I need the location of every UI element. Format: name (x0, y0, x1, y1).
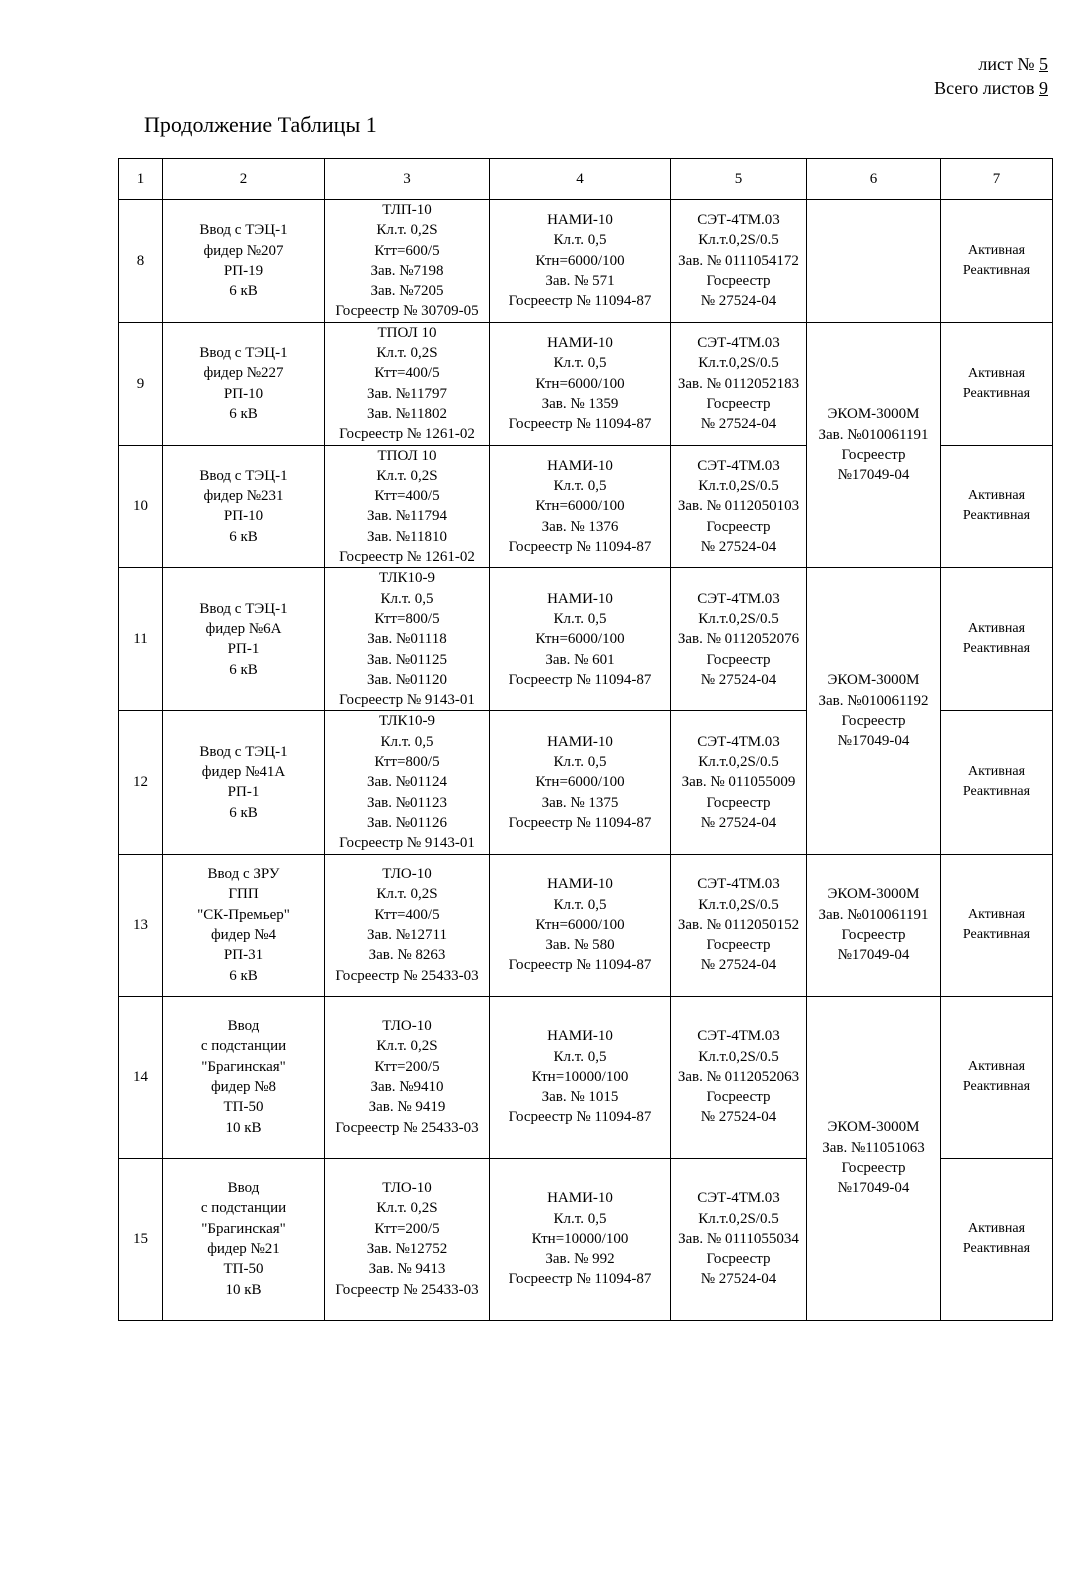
cell-line: Ктт=600/5 (374, 242, 440, 259)
cell-line: Зав. № 0112052076 (677, 631, 800, 648)
cell-voltage-transformer (490, 322, 671, 445)
cell-line: № 27524-04 (700, 814, 777, 831)
cell-line: Ктн=6000/100 (535, 375, 625, 392)
cell-line: Активная (967, 1221, 1026, 1236)
cell-line: Зав. №010061191 (818, 426, 929, 443)
cell-line: Зав. № 1359 (541, 395, 619, 412)
cell-voltage-transformer (490, 854, 671, 996)
cell-line: Кл.т.0,2S/0.5 (698, 896, 779, 913)
table-body (119, 200, 1053, 1321)
cell-line: Активная (967, 1059, 1026, 1074)
cell-line: №17049-04 (837, 947, 910, 964)
cell-line: Активная (967, 621, 1026, 637)
cell-line: 6 кВ (229, 283, 258, 300)
cell-energy-type (941, 711, 1053, 854)
cell-line: Зав. № 601 (545, 651, 615, 668)
cell-place (163, 1158, 325, 1320)
cell-line: ЭКОМ-3000М (827, 406, 920, 423)
cell-line: Зав. № 1375 (541, 794, 619, 811)
cell-line: Кл.т. 0,5 (553, 1048, 607, 1065)
cell-line: фидер №21 (207, 1241, 280, 1257)
cell-line: 6 кВ (229, 804, 258, 821)
cell-line: "Брагинская" (201, 1220, 286, 1237)
cell-line: Зав. №11802 (366, 405, 447, 422)
cell-line: Кл.т.0,2S/0.5 (698, 1048, 779, 1065)
cell-line: Ктн=6000/100 (535, 631, 625, 648)
cell-meter (671, 568, 807, 711)
cell-meter (671, 854, 807, 996)
cell-row-number: 8 (119, 200, 163, 323)
cell-place (163, 854, 325, 996)
cell-controller (807, 996, 941, 1320)
cell-line: Кл.т. 0,2S (376, 1200, 438, 1217)
cell-line: "Брагинская" (201, 1058, 286, 1075)
cell-line: Ктт=800/5 (374, 754, 440, 771)
cell-current-transformer (325, 445, 490, 568)
sheet-total: 9 (1039, 78, 1048, 98)
sheet-info (934, 52, 1048, 100)
cell-voltage-transformer (490, 711, 671, 854)
column-header: 4 (490, 159, 671, 200)
cell-line: Ктн=6000/100 (535, 916, 625, 933)
cell-line: ЭКОМ-3000М (827, 1119, 920, 1136)
cell-line: Реактивная (962, 262, 1031, 278)
cell-line: НАМИ-10 (547, 733, 613, 750)
cell-line: Ввод с ТЭЦ-1 (199, 743, 288, 760)
cell-line: Зав. № 0111055034 (678, 1230, 799, 1247)
cell-place (163, 200, 325, 323)
cell-line: Госреестр № 11094-87 (508, 538, 652, 555)
cell-controller (807, 854, 941, 996)
cell-line: фидер №231 (203, 488, 284, 505)
cell-line: СЭТ-4ТМ.03 (697, 733, 780, 750)
cell-line: Ктн=6000/100 (535, 498, 625, 515)
cell-line: Зав. №010061191 (818, 906, 929, 923)
cell-line: 6 кВ (229, 405, 258, 422)
cell-line: фидер №227 (203, 365, 284, 382)
cell-line: ЭКОМ-3000М (827, 886, 920, 903)
cell-line: с подстанции (200, 1038, 287, 1055)
cell-line: Зав. №11051063 (822, 1139, 925, 1156)
cell-row-number: 12 (119, 711, 163, 854)
cell-current-transformer (325, 1158, 490, 1320)
cell-line: Зав. № 011055009 (681, 774, 796, 791)
cell-line: № 27524-04 (700, 1271, 777, 1288)
cell-line: Зав. № 992 (545, 1251, 615, 1268)
cell-place (163, 711, 325, 854)
cell-line: НАМИ-10 (547, 876, 613, 893)
cell-line: Ктн=6000/100 (535, 252, 625, 269)
cell-line: Ктт=400/5 (374, 365, 440, 382)
cell-meter (671, 200, 807, 323)
cell-place (163, 568, 325, 711)
cell-line: Зав. №9410 (370, 1079, 444, 1095)
cell-energy-type (941, 200, 1053, 323)
cell-energy-type (941, 854, 1053, 996)
cell-line: Ввод (227, 1018, 260, 1035)
table-row (119, 854, 1053, 996)
cell-line: Зав. №010061192 (818, 692, 929, 709)
cell-line: Госреестр № 30709-05 (335, 303, 479, 320)
cell-line: ТЛО-10 (382, 866, 432, 883)
cell-line: фидер №4 (210, 927, 277, 943)
cell-line: Активная (967, 365, 1026, 381)
cell-line: Реактивная (962, 385, 1031, 401)
cell-line: Госреестр (706, 651, 771, 668)
cell-line: Ктт=200/5 (374, 1220, 440, 1237)
cell-line: Зав. № 571 (545, 273, 615, 290)
cell-place (163, 996, 325, 1158)
cell-line: СЭТ-4ТМ.03 (697, 590, 780, 607)
cell-line: Кл.т. 0,2S (376, 467, 438, 484)
cell-line: Ввод с ЗРУ (207, 866, 280, 883)
cell-line: 6 кВ (229, 528, 258, 545)
cell-current-transformer (325, 711, 490, 854)
sheet-number: 5 (1039, 54, 1048, 74)
cell-line: Кл.т. 0,5 (380, 733, 434, 750)
cell-line: НАМИ-10 (547, 1190, 613, 1207)
cell-line: Госреестр № 25433-03 (335, 1119, 479, 1136)
cell-line: Зав. № 9413 (368, 1261, 446, 1278)
cell-line: ТПОЛ 10 (377, 324, 437, 341)
cell-line: Зав. №12711 (366, 927, 447, 943)
cell-line: № 27524-04 (700, 538, 777, 555)
cell-line: СЭТ-4ТМ.03 (697, 457, 780, 474)
cell-line: РП-19 (223, 262, 264, 279)
cell-line: фидер №8 (210, 1079, 277, 1095)
cell-line: Ввод с ТЭЦ-1 (199, 600, 288, 617)
cell-line: Активная (967, 488, 1026, 504)
cell-line: Кл.т. 0,2S (376, 1038, 438, 1055)
cell-line: Кл.т.0,2S/0.5 (698, 610, 779, 627)
cell-line: Реактивная (962, 1079, 1031, 1094)
cell-current-transformer (325, 200, 490, 323)
cell-controller (807, 568, 941, 854)
cell-line: СЭТ-4ТМ.03 (697, 876, 780, 893)
table-row (119, 996, 1053, 1158)
cell-line: Кл.т.0,2S/0.5 (698, 1210, 779, 1227)
column-header: 1 (119, 159, 163, 200)
cell-line: Ктт=400/5 (374, 906, 440, 923)
table-caption: Продолжение Таблицы 1 (144, 112, 377, 137)
cell-meter (671, 445, 807, 568)
cell-line: Зав. №01126 (366, 814, 447, 831)
cell-line: Зав. №01118 (367, 631, 447, 648)
cell-meter (671, 711, 807, 854)
cell-line: РП-1 (227, 641, 260, 658)
cell-line: СЭТ-4ТМ.03 (697, 1028, 780, 1045)
cell-line: Ввод с ТЭЦ-1 (199, 467, 288, 484)
cell-line: Кл.т.0,2S/0.5 (698, 478, 779, 494)
cell-line: с подстанции (200, 1200, 287, 1217)
cell-line: РП-10 (223, 508, 264, 525)
column-header: 6 (807, 159, 941, 200)
cell-meter (671, 1158, 807, 1320)
cell-line: Ктн=6000/100 (535, 774, 625, 791)
cell-line: №17049-04 (837, 1180, 910, 1197)
cell-meter (671, 322, 807, 445)
sheet-total-label: Всего листов (934, 78, 1035, 98)
cell-voltage-transformer (490, 996, 671, 1158)
cell-energy-type (941, 322, 1053, 445)
sheet-total-line (934, 76, 1048, 100)
cell-energy-type (941, 996, 1053, 1158)
cell-line: Кл.т. 0,2S (376, 886, 438, 903)
cell-line: ТПОЛ 10 (377, 447, 437, 464)
cell-line: Госреестр (706, 1251, 771, 1268)
cell-meter (671, 996, 807, 1158)
cell-energy-type (941, 445, 1053, 568)
cell-line: Госреестр (841, 447, 906, 464)
cell-line: СЭТ-4ТМ.03 (697, 1190, 780, 1207)
cell-line: Госреестр № 1261-02 (339, 426, 475, 443)
cell-line: ТЛК10-9 (378, 570, 436, 587)
cell-line: Реактивная (962, 784, 1031, 800)
sheet-number-line (934, 52, 1048, 76)
cell-line: "СК-Премьер" (197, 906, 290, 923)
cell-row-number: 9 (119, 322, 163, 445)
cell-controller-empty (807, 200, 941, 323)
cell-line: Ввод с ТЭЦ-1 (199, 222, 288, 239)
cell-line: Реактивная (962, 641, 1031, 657)
cell-line: Госреестр № 9143-01 (339, 835, 475, 852)
cell-line: Кл.т. 0,5 (380, 590, 434, 607)
cell-line: Госреестр № 11094-87 (508, 1271, 652, 1288)
measurement-table (118, 158, 1053, 1321)
cell-voltage-transformer (490, 568, 671, 711)
cell-line: ТЛП-10 (382, 202, 432, 218)
cell-line: НАМИ-10 (547, 212, 613, 229)
cell-line: СЭТ-4ТМ.03 (697, 334, 780, 351)
cell-line: Госреестр (841, 927, 906, 943)
cell-line: Реактивная (962, 927, 1031, 942)
cell-line: Зав. № 0111054172 (678, 252, 799, 269)
column-header: 7 (941, 159, 1053, 200)
cell-voltage-transformer (490, 445, 671, 568)
cell-current-transformer (325, 996, 490, 1158)
cell-line: Госреестр № 25433-03 (335, 967, 479, 984)
cell-line: Зав. №01123 (366, 794, 447, 811)
cell-line: Госреестр (706, 518, 771, 535)
cell-line: Зав. №7198 (370, 262, 444, 279)
cell-line: Госреестр (706, 273, 771, 290)
column-header: 3 (325, 159, 490, 200)
cell-line: Зав. № 0112050152 (677, 916, 800, 933)
cell-line: Активная (967, 242, 1026, 258)
cell-line: ТЛО-10 (382, 1180, 432, 1197)
cell-line: № 27524-04 (700, 416, 777, 433)
cell-line: Зав. № 0112052183 (677, 375, 800, 392)
table-row (119, 322, 1053, 445)
cell-row-number: 10 (119, 445, 163, 568)
cell-line: Госреестр (706, 395, 771, 412)
cell-line: ТЛК10-9 (378, 713, 436, 730)
cell-controller (807, 322, 941, 568)
cell-line: фидер №207 (203, 242, 284, 259)
cell-line: Госреестр № 25433-03 (335, 1281, 479, 1298)
cell-line: № 27524-04 (700, 1109, 777, 1126)
cell-line: Кл.т. 0,5 (553, 754, 607, 771)
cell-line: Кл.т. 0,5 (553, 478, 607, 494)
cell-line: Кл.т. 0,5 (553, 355, 607, 372)
cell-current-transformer (325, 854, 490, 996)
cell-place (163, 445, 325, 568)
cell-line: Ввод с ТЭЦ-1 (199, 345, 288, 362)
cell-line: Ктт=400/5 (374, 488, 440, 505)
cell-line: НАМИ-10 (547, 590, 613, 607)
cell-line: Госреестр № 11094-87 (508, 1109, 652, 1126)
cell-line: ТП-50 (223, 1261, 264, 1278)
cell-line: Зав. № 580 (545, 937, 615, 954)
cell-line: фидер №41А (201, 764, 286, 781)
cell-row-number: 15 (119, 1158, 163, 1320)
cell-line: Госреестр № 11094-87 (508, 293, 652, 310)
cell-voltage-transformer (490, 1158, 671, 1320)
cell-line: № 27524-04 (700, 957, 777, 974)
cell-line: 6 кВ (229, 661, 258, 678)
cell-line: 6 кВ (229, 967, 258, 984)
cell-line: СЭТ-4ТМ.03 (697, 212, 780, 229)
cell-line: Зав. № 0112052063 (677, 1068, 800, 1085)
cell-line: Госреестр (841, 712, 906, 729)
cell-line: Зав. №11810 (366, 528, 447, 545)
cell-line: Реактивная (962, 508, 1031, 524)
cell-line: Госреестр № 11094-87 (508, 957, 652, 974)
cell-line: Зав. № 0112050103 (677, 498, 800, 515)
cell-energy-type (941, 568, 1053, 711)
cell-line: ТЛО-10 (382, 1018, 432, 1035)
cell-row-number: 11 (119, 568, 163, 711)
cell-line: Кл.т.0,2S/0.5 (698, 232, 779, 249)
cell-line: Кл.т.0,2S/0.5 (698, 754, 779, 771)
cell-line: НАМИ-10 (547, 1028, 613, 1045)
cell-line: Госреестр № 11094-87 (508, 814, 652, 831)
cell-line: ГПП (228, 886, 259, 903)
cell-line: Зав. №11794 (366, 508, 447, 525)
cell-line: Активная (967, 907, 1026, 922)
cell-line: Реактивная (962, 1241, 1031, 1256)
cell-line: НАМИ-10 (547, 334, 613, 351)
cell-line: Зав. № 8263 (368, 947, 446, 964)
cell-place (163, 322, 325, 445)
cell-line: 10 кВ (225, 1281, 262, 1298)
cell-line: Ввод (227, 1180, 260, 1197)
cell-line: № 27524-04 (700, 671, 777, 688)
cell-line: Зав. № 9419 (368, 1099, 446, 1116)
cell-line: Кл.т. 0,5 (553, 896, 607, 913)
cell-line: Госреестр (706, 937, 771, 954)
header-row (119, 159, 1053, 200)
cell-row-number: 14 (119, 996, 163, 1158)
cell-energy-type (941, 1158, 1053, 1320)
cell-current-transformer (325, 568, 490, 711)
cell-line: Госреестр № 1261-02 (339, 549, 475, 566)
cell-line: Зав. № 1376 (541, 518, 619, 535)
cell-line: Госреестр (706, 794, 771, 811)
cell-line: Госреестр (841, 1160, 906, 1176)
cell-line: Кл.т. 0,5 (553, 232, 607, 249)
cell-line: Зав. №12752 (366, 1241, 448, 1257)
cell-line: Кл.т. 0,5 (553, 1210, 607, 1227)
cell-line: Кл.т. 0,2S (376, 345, 438, 362)
cell-line: РП-1 (227, 784, 260, 801)
cell-line: Зав. №01125 (366, 651, 447, 668)
cell-line: Госреестр № 9143-01 (339, 692, 475, 709)
cell-line: РП-10 (223, 385, 264, 402)
cell-line: Госреестр № 11094-87 (508, 671, 652, 688)
table-row (119, 200, 1053, 323)
cell-line: №17049-04 (837, 467, 910, 484)
cell-line: Кл.т. 0,2S (376, 222, 438, 239)
cell-line: Ктт=200/5 (374, 1058, 440, 1075)
cell-line: ТП-50 (223, 1099, 264, 1116)
cell-line: Кл.т. 0,5 (553, 610, 607, 627)
cell-line: НАМИ-10 (547, 457, 613, 474)
column-header: 2 (163, 159, 325, 200)
cell-line: № 27524-04 (700, 293, 777, 310)
cell-current-transformer (325, 322, 490, 445)
cell-line: Зав. №7205 (370, 283, 444, 300)
cell-line: Зав. №01124 (366, 774, 447, 791)
cell-line: Зав. №01120 (366, 671, 447, 688)
cell-row-number: 13 (119, 854, 163, 996)
cell-line: ЭКОМ-3000М (827, 672, 920, 689)
cell-line: 10 кВ (225, 1119, 262, 1136)
cell-line: Активная (967, 764, 1026, 780)
cell-line: Госреестр (706, 1089, 771, 1106)
cell-line: Ктт=800/5 (374, 610, 440, 627)
cell-line: РП-31 (223, 947, 264, 964)
cell-line: №17049-04 (837, 733, 910, 750)
sheet-label: лист № (978, 54, 1035, 74)
cell-voltage-transformer (490, 200, 671, 323)
cell-line: Ктн=10000/100 (531, 1068, 629, 1085)
cell-line: Госреестр № 11094-87 (508, 416, 652, 433)
cell-line: Кл.т.0,2S/0.5 (698, 355, 779, 372)
cell-line: Ктн=10000/100 (531, 1230, 629, 1247)
column-header: 5 (671, 159, 807, 200)
cell-line: Зав. № 1015 (541, 1089, 619, 1106)
cell-line: фидер №6А (205, 621, 282, 638)
cell-line: Зав. №11797 (366, 385, 447, 402)
table-row (119, 568, 1053, 711)
